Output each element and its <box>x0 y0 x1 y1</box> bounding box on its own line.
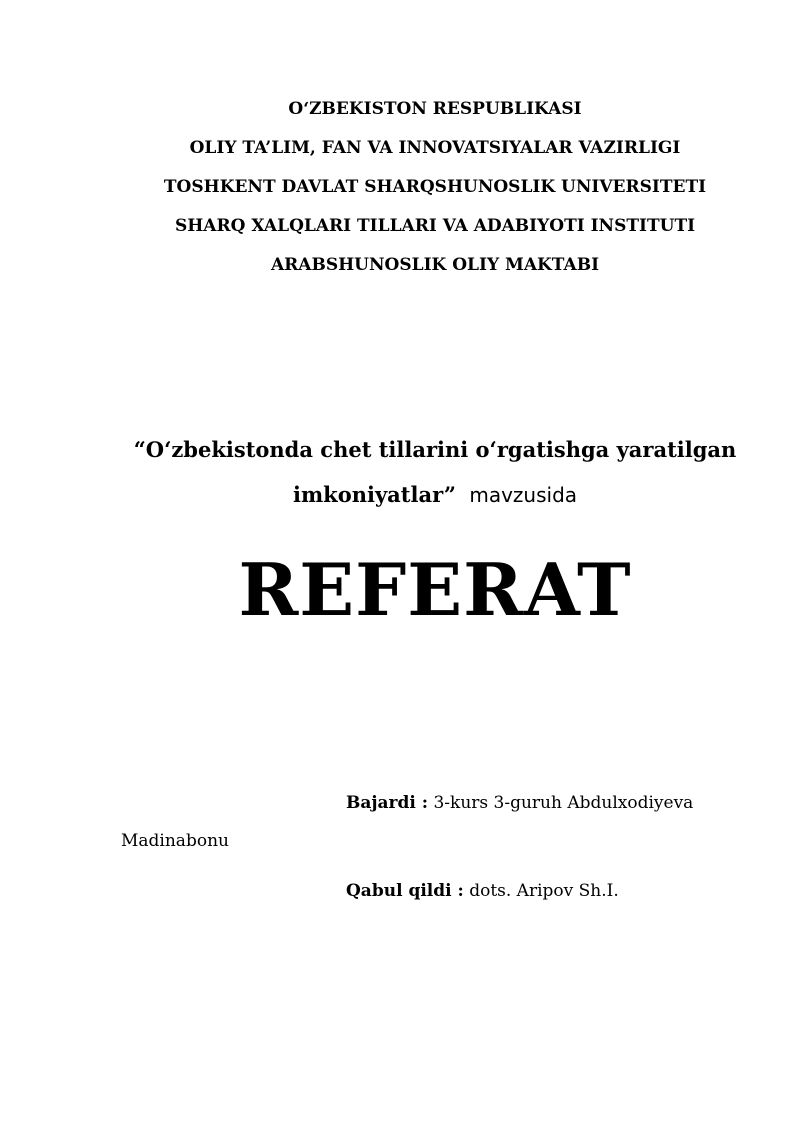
header-university: TOSHKENT DAVLAT SHARQSHUNOSLIK UNIVERSITETI <box>163 177 707 197</box>
accepted-by-label: Qabul qildi : <box>346 881 464 901</box>
document-type-title: REFERAT <box>238 547 632 632</box>
topic-title-line2 <box>0 482 800 508</box>
header-school: ARABSHUNOSLIK OLIY MAKTABI <box>270 255 600 275</box>
accepted-by-value: dots. Aripov Sh.I. <box>469 881 619 901</box>
header-institute: SHARQ XALQLARI TILLARI VA ADABIYOTI INSTITUTI <box>174 216 696 236</box>
done-by-line <box>346 792 693 814</box>
topic-title-line1: “O‘zbekistonda chet tillarini o‘rgatishga yaratilgan <box>133 437 737 462</box>
header-ministry: OLIY TA’LIM, FAN VA INNOVATSIYALAR VAZIRLIGI <box>189 138 681 158</box>
done-by-value-continued: Madinabonu <box>121 831 229 851</box>
accepted-by-line <box>346 880 619 902</box>
topic-title-end: imkoniyatlar” <box>292 482 456 507</box>
done-by-label: Bajardi : <box>346 793 429 813</box>
header-ministry-country: O‘ZBEKISTON RESPUBLIKASI <box>288 99 582 119</box>
topic-suffix: mavzusida <box>469 483 578 507</box>
done-by-value: 3-kurs 3-guruh Abdulxodiyeva <box>433 793 694 813</box>
